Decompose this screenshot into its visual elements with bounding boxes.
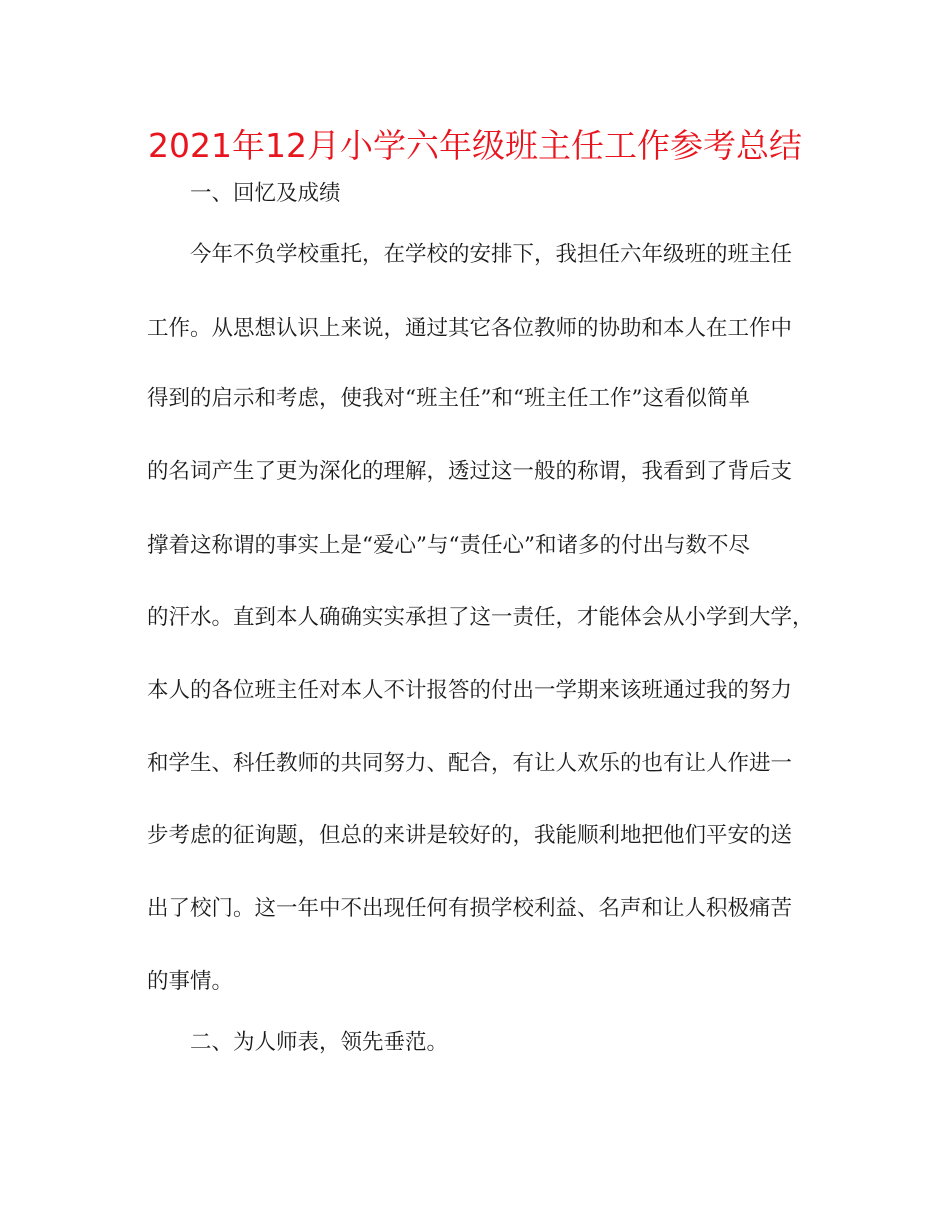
- paragraph-line: 工作。从思想认识上来说，通过其它各位教师的协助和本人在工作中: [147, 316, 793, 341]
- paragraph-line: 得到的启示和考虑，使我对“班主任”和“班主任工作”这看似简单: [147, 386, 750, 411]
- paragraph-line: 和学生、科任教师的共同努力、配合，有让人欢乐的也有让人作进一: [147, 751, 793, 776]
- paragraph-line: 出了校门。这一年中不出现任何有损学校利益、名声和让人积极痛苦: [147, 896, 793, 921]
- paragraph-line: 的汗水。直到本人确确实实承担了这一责任，才能体会从小学到大学，: [147, 605, 814, 630]
- section-heading-review: 一、回忆及成绩: [190, 181, 341, 206]
- paragraph-line: 今年不负学校重托，在学校的安排下，我担任六年级班的班主任: [190, 242, 793, 267]
- paragraph-line: 的事情。: [147, 969, 234, 994]
- paragraph-line: 本人的各位班主任对本人不计报答的付出一学期来该班通过我的努力: [147, 678, 793, 703]
- section-heading-role-model: 二、为人师表，领先垂范。: [190, 1030, 449, 1055]
- paragraph-line: 的名词产生了更为深化的理解，透过这一般的称谓，我看到了背后支: [147, 459, 793, 484]
- document-title: 2021年12月小学六年级班主任工作参考总结: [148, 126, 802, 165]
- paragraph-line: 步考虑的征询题，但总的来讲是较好的，我能顺利地把他们平安的送: [147, 823, 793, 848]
- paragraph-line: 撑着这称谓的事实上是“爱心”与“责任心”和诸多的付出与数不尽: [147, 533, 750, 558]
